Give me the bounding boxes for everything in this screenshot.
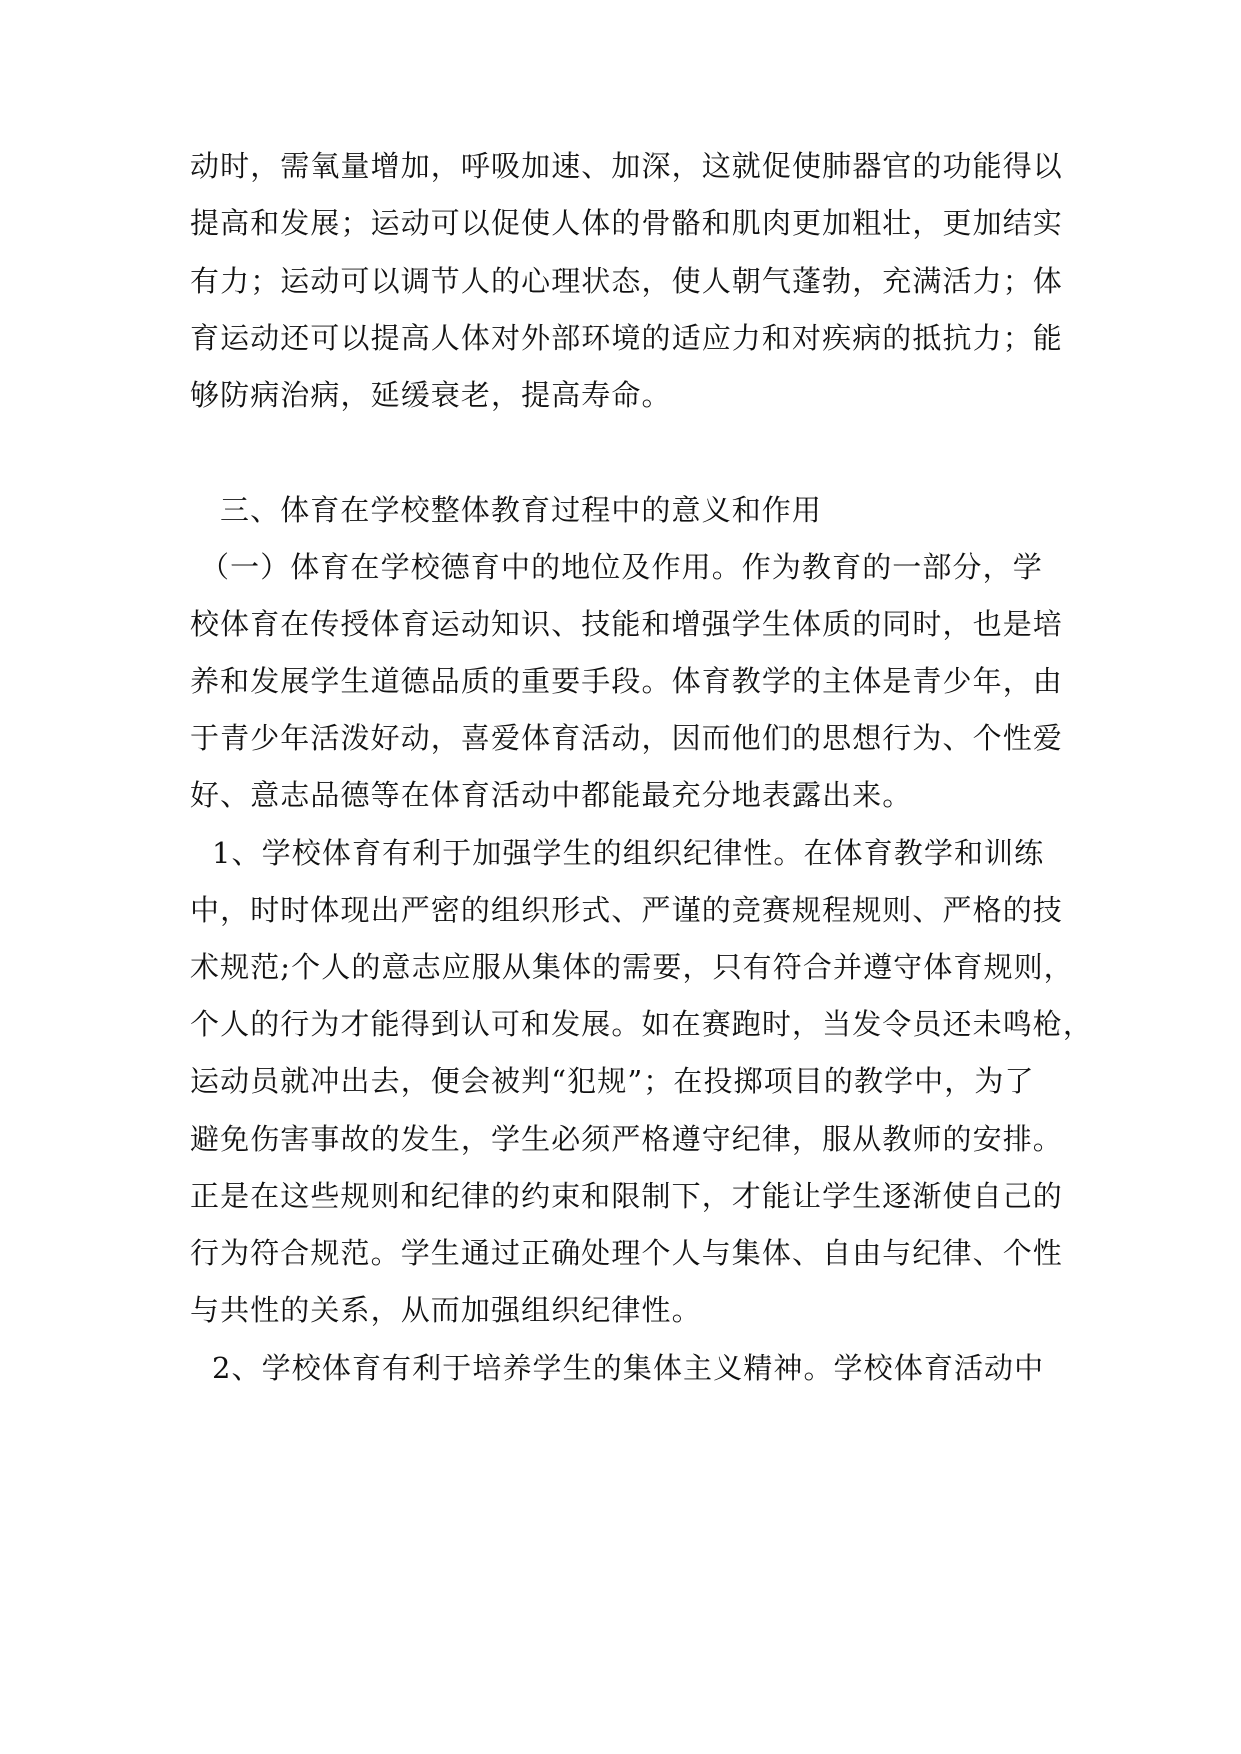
paragraph-line: 养和发展学生道德品质的重要手段。体育教学的主体是青少年，由 <box>190 664 1063 698</box>
paragraph-line: 术规范;个人的意志应服从集体的需要，只有符合并遵守体育规则， <box>190 950 1074 984</box>
paragraph-line: 避免伤害事故的发生，学生必须严格遵守纪律，服从教师的安排。 <box>190 1122 1063 1156</box>
paragraph-line: 育运动还可以提高人体对外部环境的适应力和对疾病的抵抗力；能 <box>190 321 1063 355</box>
section-heading: 三、体育在学校整体教育过程中的意义和作用 <box>220 493 823 527</box>
paragraph-line: 运动员就冲出去，便会被判“犯规”；在投掷项目的教学中，为了 <box>190 1064 1035 1098</box>
paragraph-line: 与共性的关系，从而加强组织纪律性。 <box>190 1293 702 1327</box>
paragraph-line: 行为符合规范。学生通过正确处理个人与集体、自由与纪律、个性 <box>190 1236 1063 1270</box>
paragraph-line: 2、学校体育有利于培养学生的集体主义精神。学校体育活动中 <box>212 1351 1045 1385</box>
paragraph-line: （一）体育在学校德育中的地位及作用。作为教育的一部分，学 <box>200 550 1043 584</box>
paragraph-line: 有力；运动可以调节人的心理状态，使人朝气蓬勃，充满活力；体 <box>190 264 1063 298</box>
paragraph-line: 于青少年活泼好动，喜爱体育活动，因而他们的思想行为、个性爱 <box>190 721 1063 755</box>
paragraph-line: 提高和发展；运动可以促使人体的骨骼和肌肉更加粗壮，更加结实 <box>190 206 1063 240</box>
paragraph-line: 正是在这些规则和纪律的约束和限制下，才能让学生逐渐使自己的 <box>190 1179 1063 1213</box>
paragraph-line: 动时，需氧量增加，呼吸加速、加深，这就促使肺器官的功能得以 <box>190 149 1063 183</box>
paragraph-line: 校体育在传授体育运动知识、技能和增强学生体质的同时，也是培 <box>190 607 1063 641</box>
paragraph-line: 好、意志品德等在体育活动中都能最充分地表露出来。 <box>190 778 913 812</box>
paragraph-line: 够防病治病，延缓衰老，提高寿命。 <box>190 378 672 412</box>
paragraph-line: 个人的行为才能得到认可和发展。如在赛跑时，当发令员还未鸣枪， <box>190 1007 1094 1041</box>
paragraph-line: 中，时时体现出严密的组织形式、严谨的竞赛规程规则、严格的技 <box>190 893 1063 927</box>
paragraph-line: 1、学校体育有利于加强学生的组织纪律性。在体育教学和训练 <box>212 836 1045 870</box>
